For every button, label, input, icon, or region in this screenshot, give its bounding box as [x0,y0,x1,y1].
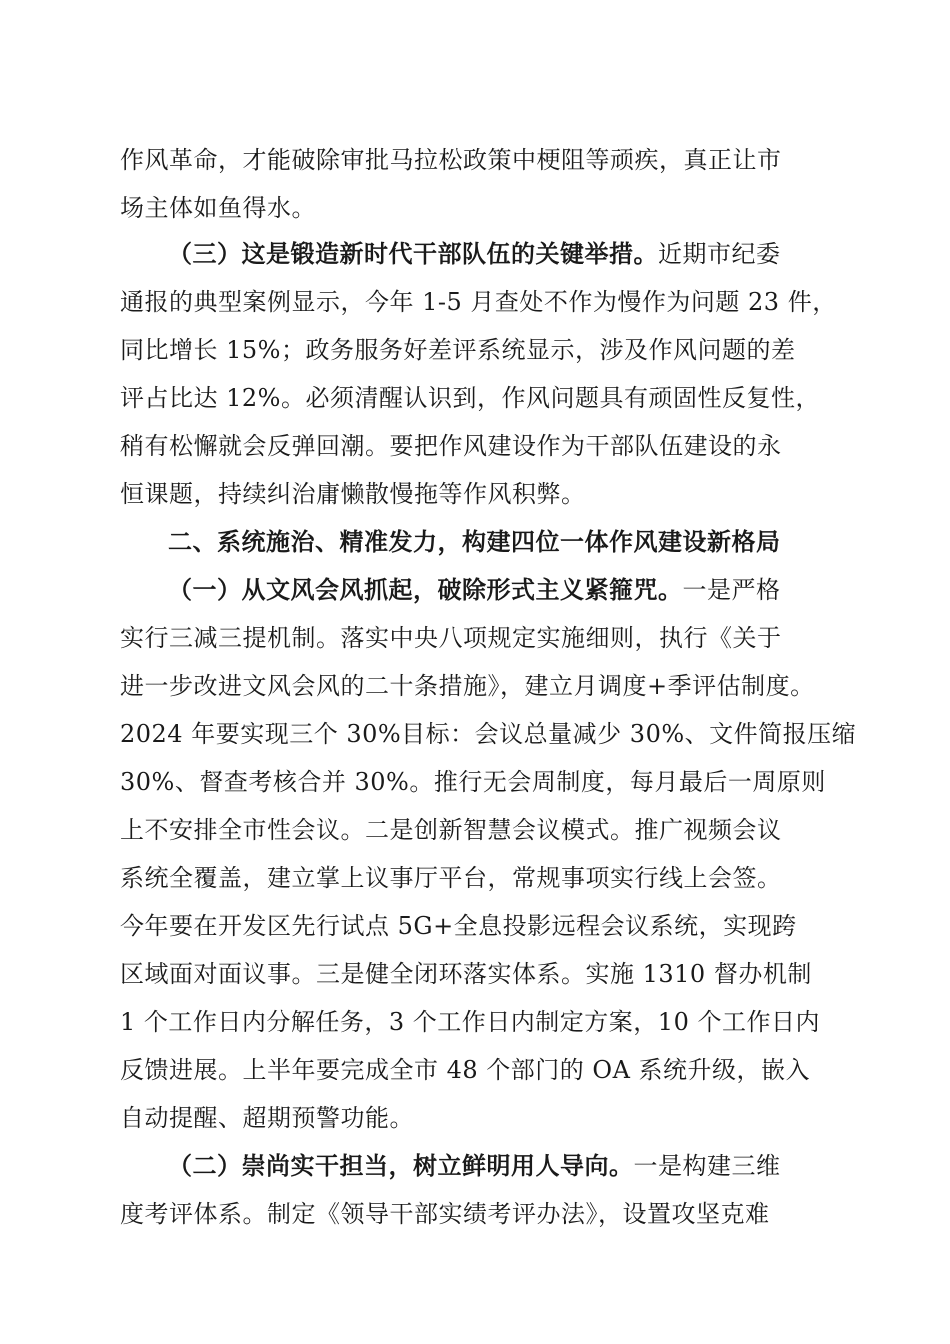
body-text-line: 度考评体系。制定《领导干部实绩考评办法》，设置攻坚克难 [120,1200,770,1228]
body-text-line: 上不安排全市性会议。二是创新智慧会议模式。推广视频会议 [120,816,782,844]
subsection-line-2 [168,1150,830,1182]
subsection-line-3 [168,238,830,270]
body-text-span: 一是构建三维 [633,1152,781,1180]
subsection-heading-1: （一）从文风会风抓起，破除形式主义紧箍咒。 [168,575,683,604]
body-text-line: 实行三减三提机制。落实中央八项规定实施细则，执行《关于 [120,624,782,652]
body-text-line: 同比增长 15%；政务服务好差评系统显示，涉及作风问题的差 [120,336,796,364]
subsection-line-1 [168,574,830,606]
body-text-line: 区域面对面议事。三是健全闭环落实体系。实施 1310 督办机制 [120,960,812,988]
body-text-line: 自动提醒、超期预警功能。 [120,1104,414,1132]
body-text-span: 近期市纪委 [658,240,781,268]
body-text-line: 评占比达 12%。必须清醒认识到，作风问题具有顽固性反复性， [120,384,820,412]
body-text-line: 场主体如鱼得水。 [120,194,316,222]
body-text-line: 作风革命，才能破除审批马拉松政策中梗阻等顽疾，真正让市 [120,146,782,174]
body-text-line: 进一步改进文风会风的二十条措施》，建立月调度+季评估制度。 [120,672,815,700]
body-text-line: 稍有松懈就会反弹回潮。要把作风建设作为干部队伍建设的永 [120,432,782,460]
subsection-heading-3: （三）这是锻造新时代干部队伍的关键举措。 [168,239,658,268]
section-heading-2: 二、系统施治、精准发力，构建四位一体作风建设新格局 [168,528,781,556]
body-text-line: 通报的典型案例显示，今年 1-5 月查处不作为慢作为问题 23 件， [120,288,837,316]
subsection-heading-2: （二）崇尚实干担当，树立鲜明用人导向。 [168,1151,634,1180]
body-text-line: 1 个工作日内分解任务，3 个工作日内制定方案，10 个工作日内 [120,1008,820,1036]
body-text-line: 30%、督查考核合并 30%。推行无会周制度，每月最后一周原则 [120,768,826,796]
body-text-line: 系统全覆盖，建立掌上议事厅平台，常规事项实行线上会签。 [120,864,782,892]
body-text-line: 反馈进展。上半年要完成全市 48 个部门的 OA 系统升级，嵌入 [120,1056,811,1084]
body-text-span: 一是严格 [682,576,781,604]
body-text-line: 恒课题，持续纠治庸懒散慢拖等作风积弊。 [120,480,586,508]
body-text-line: 2024 年要实现三个 30%目标：会议总量减少 30%、文件简报压缩 [120,720,857,748]
body-text-line: 今年要在开发区先行试点 5G+全息投影远程会议系统，实现跨 [120,912,797,940]
